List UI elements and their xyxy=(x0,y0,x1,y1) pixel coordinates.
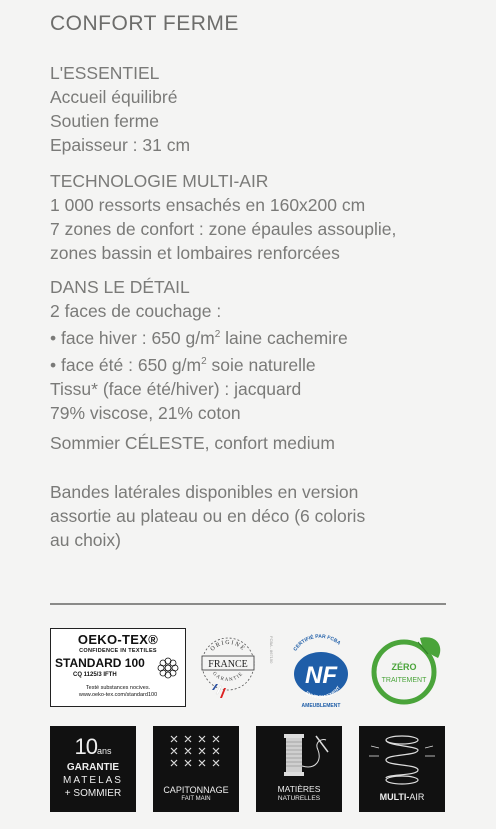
text-line: 79% viscose, 21% coton xyxy=(50,402,241,423)
spool-needle-icon xyxy=(256,726,342,786)
text-line: 7 zones de confort : zone épaules assouplie, xyxy=(50,219,397,239)
svg-text:NF: NF xyxy=(305,662,337,689)
stitch-pattern-icon xyxy=(153,726,239,786)
matieres-tile: MATIÈRES NATURELLES xyxy=(256,726,342,812)
svg-text:ORIGINE: ORIGINE xyxy=(209,639,247,653)
oeko-flower-icon xyxy=(157,657,179,679)
sommier-text: Sommier CÉLESTE, confort medium xyxy=(50,433,335,453)
section-heading: DANS LE DÉTAIL xyxy=(50,277,190,297)
text-line: zones bassin et lombaires renforcées xyxy=(50,243,340,263)
text-line: Bandes latérales disponibles en version xyxy=(50,482,359,502)
text-line: Tissu* (face été/hiver) : jacquard xyxy=(50,378,302,399)
svg-text:FRANCE: FRANCE xyxy=(208,659,248,670)
text-line: 2 faces de couchage : xyxy=(50,301,222,321)
text-line: • face été : 650 $g/m^2$ soie naturelle xyxy=(50,354,316,375)
section-heading: L'ESSENTIEL xyxy=(50,63,160,83)
text-line: • face hiver : 650 $g/m^2$ laine cachemire xyxy=(50,327,348,348)
bandes-section xyxy=(50,480,365,552)
svg-text:ZÉRO: ZÉRO xyxy=(391,662,417,672)
text-line: 1 000 ressorts ensachés en 160x200 cm xyxy=(50,195,366,215)
garantie-tile: 10ans GARANTIE MATELAS + SOMMIER xyxy=(50,726,136,812)
text-line: assortie au plateau ou en déco (6 coloris xyxy=(50,506,366,526)
svg-text:CERTIFIÉ PAR FCBA: CERTIFIÉ PAR FCBA xyxy=(292,633,342,653)
text-line: au choix) xyxy=(50,530,122,550)
svg-text:TRAITEMENT: TRAITEMENT xyxy=(381,677,427,684)
svg-text:ENVIRONNEMENT: ENVIRONNEMENT xyxy=(304,685,342,700)
text-line: Accueil équilibré xyxy=(50,87,178,107)
technologie-section xyxy=(50,169,396,265)
origine-france-badge xyxy=(198,630,260,710)
detail-section xyxy=(50,275,348,425)
spring-icon xyxy=(359,726,445,788)
text-line: Epaisseur : 31 cm xyxy=(50,135,191,155)
svg-text:AMEUBLEMENT: AMEUBLEMENT xyxy=(301,703,341,709)
page-title: CONFORT FERME xyxy=(50,12,239,35)
section-heading: TECHNOLOGIE MULTI-AIR xyxy=(50,171,269,191)
capitonnage-tile: CAPITONNAGE FAIT MAIN xyxy=(153,726,239,812)
text-line: Soutien ferme xyxy=(50,111,159,131)
essentiel-section xyxy=(50,61,190,157)
nf-environnement-badge xyxy=(280,632,362,710)
zero-traitement-badge xyxy=(368,630,446,708)
divider xyxy=(50,603,446,605)
fcba-side-label: FCBA - 867150 xyxy=(269,636,274,664)
multi-air-tile: MULTI-AIR xyxy=(359,726,445,812)
oeko-tex-badge: OEKO-TEX® CONFIDENCE IN TEXTILES STANDARD 100 CQ 1125/3 IFTH Testé substances nocives. www.oeko-tex.com/standard100 xyxy=(50,628,186,707)
svg-text:GARANTIE: GARANTIE xyxy=(211,671,245,684)
